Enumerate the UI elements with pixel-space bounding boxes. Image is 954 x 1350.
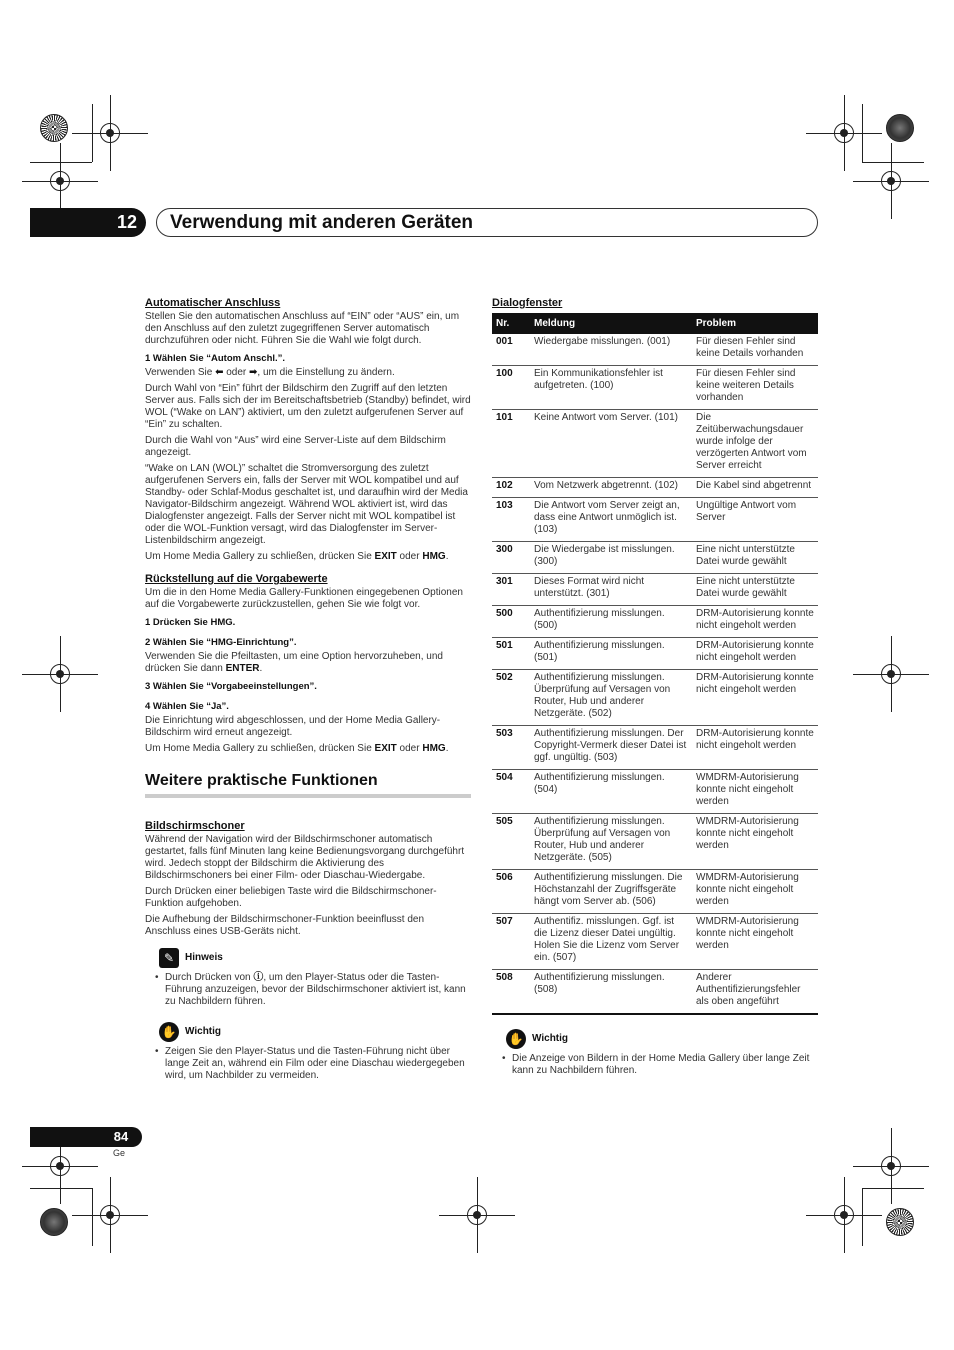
section-heading-auto: Automatischer Anschluss [145, 297, 281, 309]
trim-line [92, 1188, 93, 1246]
reset-step-2-text: Verwenden Sie die Pfeiltasten, um eine Option hervorzuheben, und drücken Sie dann ENTER. [145, 651, 443, 674]
cell-meldung: Wiedergabe misslungen. (001) [530, 334, 692, 366]
cell-problem: Für diesen Fehler sind keine weiteren Details vorhanden [692, 366, 818, 410]
cell-nr: 508 [492, 970, 530, 1015]
cell-problem: Für diesen Fehler sind keine Details vorhanden [692, 334, 818, 366]
cell-meldung: Die Antwort vom Server zeigt an, dass eine Antwort unmöglich ist. (103) [530, 498, 692, 542]
cell-problem: DRM-Autorisierung konnte nicht eingeholt werden [692, 670, 818, 726]
reset-step-3: 3 Wählen Sie “Vorgabeeinstellungen”. [145, 681, 317, 692]
table-row [492, 606, 818, 638]
cell-problem: Die Kabel sind abgetrennt [692, 478, 818, 498]
cell-nr: 503 [492, 726, 530, 770]
column-header-problem: Problem [692, 313, 818, 334]
chapter-number: 12 [116, 212, 138, 232]
cell-meldung: Authentifizierung misslungen. Die Höchstanzahl der Zugriffsgeräte hängt vom Server ab. (506) [530, 870, 692, 914]
cell-problem: WMDRM-Autorisierung konnte nicht eingeholt werden [692, 914, 818, 970]
column-header-nr: Nr. [492, 313, 530, 334]
trim-line [862, 1188, 863, 1246]
reset-step-1: 1 Drücken Sie HMG. [145, 617, 236, 628]
wichtig-label-left: Wichtig [185, 1026, 222, 1037]
registration-gray-disc-icon [886, 114, 914, 142]
cell-meldung: Die Wiedergabe ist misslungen. (300) [530, 542, 692, 574]
cell-meldung: Keine Antwort vom Server. (101) [530, 410, 692, 478]
auto-aus-text: Durch die Wahl von “Aus” wird eine Server-Liste auf dem Bildschirm angezeigt. [145, 435, 446, 458]
table-row [492, 770, 818, 814]
column-header-meldung: Meldung [530, 313, 692, 334]
auto-wol-text: “Wake on LAN (WOL)” schaltet die Stromversorgung des zuletzt aufgerufenen Servers ein, falls der Server mit WOL kompatibel und auf Standby- oder Schlaf-Modus geschaltet ist, und daraufhin wird der Media Navigator-Bildschirm angezeigt. Während WOL aktiviert ist, wird das Dialogfenster angezeigt. Falls der Server nicht mit WOL kompatibel ist oder die WOL-Funktion versagt, wird das Dialogfenster im Server-Listenbildschirm angezeigt. [145, 463, 468, 546]
cell-problem: DRM-Autorisierung konnte nicht eingeholt werden [692, 606, 818, 638]
cell-problem: DRM-Autorisierung konnte nicht eingeholt werden [692, 726, 818, 770]
section-heading-further: Weitere praktische Funktionen [145, 771, 471, 798]
table-row [492, 670, 818, 726]
cell-problem: Ungültige Antwort vom Server [692, 498, 818, 542]
table-row [492, 410, 818, 478]
arrow-right-icon: ➡ [249, 367, 258, 378]
reset-close-text: Um Home Media Gallery zu schließen, drücken Sie EXIT oder HMG. [145, 743, 449, 754]
cell-nr: 100 [492, 366, 530, 410]
table-row [492, 366, 818, 410]
cell-meldung: Authentifiz. misslungen. Ggf. ist die Lizenz dieser Datei ungültig. Holen Sie die Lizenz vom Server ein. (507) [530, 914, 692, 970]
registration-burst-icon [40, 114, 68, 142]
cell-meldung: Authentifizierung misslungen. (500) [530, 606, 692, 638]
auto-ein-text: Durch Wahl von “Ein” führt der Bildschirm den Zugriff auf den letzten Server aus. Falls sich der im Bereitschaftsbetrieb (Standby) befindet, wird WOL (“Wake on LAN”) aktiviert, um den zuletzt aufgerufenen Server auf “Ein” zu schalten. [145, 383, 471, 430]
left-column [145, 297, 471, 1086]
reset-step-4-text: Die Einrichtung wird abgeschlossen, und der Home Media Gallery-Bildschirm wird erneut angezeigt. [145, 715, 441, 738]
cell-nr: 301 [492, 574, 530, 606]
table-header-row [492, 313, 818, 334]
table-row [492, 498, 818, 542]
registration-burst-icon [886, 1208, 914, 1236]
cell-nr: 001 [492, 334, 530, 366]
saver-text-1: Während der Navigation wird der Bildschirmschoner automatisch gestartet, falls fünf Minuten lang keine Bedienungsvorgang durchgeführt wird. Jedech stoppt der Bildschirm die Aktivierung des Bildschirmschoners bei einer Film- oder Diaschau-Wiedergabe. [145, 834, 465, 881]
cell-meldung: Authentifizierung misslungen. (508) [530, 970, 692, 1015]
table-row [492, 914, 818, 970]
cell-meldung: Authentifizierung misslungen. Überprüfung auf Versagen von Router, Hub und anderer Netzgeräte. (505) [530, 814, 692, 870]
hand-stop-icon: ✋ [506, 1029, 526, 1049]
cell-meldung: Dieses Format wird nicht unterstützt. (301) [530, 574, 692, 606]
auto-step-1: 1 Wählen Sie “Autom Anschl.”. [145, 353, 286, 364]
wichtig-text-left: • Zeigen Sie den Player-Status und die Tasten-Führung nicht über lange Zeit an, während ein Film oder eine Diaschau wiedergegeben wird, um Nachbilder zu vermeiden. [155, 1046, 471, 1082]
table-row [492, 542, 818, 574]
cell-nr: 300 [492, 542, 530, 574]
wichtig-header-left [159, 1022, 471, 1042]
cell-nr: 500 [492, 606, 530, 638]
table-row [492, 574, 818, 606]
table-row [492, 638, 818, 670]
trim-line [30, 1188, 92, 1189]
trim-line [862, 104, 863, 162]
chapter-title: Verwendung mit anderen Geräten [170, 212, 474, 233]
section-heading-reset: Rückstellung auf die Vorgabewerte [145, 573, 328, 585]
hinweis-label: Hinweis [185, 952, 223, 963]
hand-stop-icon: ✋ [159, 1022, 179, 1042]
cell-nr: 506 [492, 870, 530, 914]
auto-step-1-text: Verwenden Sie ⬅ oder ➡, um die Einstellung zu ändern. [145, 367, 395, 378]
hinweis-text: • Durch Drücken von ⓘ, um den Player-Status oder die Tasten-Führung anzuzeigen, bevor der Bildschirmschoner aktiviert ist, kann zu Nachbildern führen. [155, 972, 471, 1008]
registration-gray-disc-icon [40, 1208, 68, 1236]
cell-nr: 504 [492, 770, 530, 814]
table-row [492, 970, 818, 1015]
cell-nr: 101 [492, 410, 530, 478]
wichtig-label-right: Wichtig [532, 1033, 569, 1044]
cell-problem: WMDRM-Autorisierung konnte nicht eingeholt werden [692, 770, 818, 814]
table-row [492, 726, 818, 770]
auto-intro: Stellen Sie den automatischen Anschluss auf “EIN” oder “AUS” ein, um den Anschluss auf den zuletzt zugegriffenen Server automatisch durchzuführen oder nicht. Führen Sie die Wahl wie folgt durch. [145, 311, 460, 346]
cell-nr: 103 [492, 498, 530, 542]
cell-problem: WMDRM-Autorisierung konnte nicht eingeholt werden [692, 870, 818, 914]
cell-meldung: Authentifizierung misslungen. Überprüfung auf Versagen von Router, Hub und anderer Netzgeräte. (502) [530, 670, 692, 726]
section-heading-saver: Bildschirmschoner [145, 820, 245, 832]
wichtig-text-right: • Die Anzeige von Bildern in der Home Media Gallery über lange Zeit kann zu Nachbildern führen. [502, 1053, 818, 1077]
saver-text-2: Durch Drücken einer beliebigen Taste wird die Bildschirmschoner-Funktion aufgehoben. [145, 886, 437, 909]
display-button-icon: ⓘ [253, 972, 264, 983]
cell-meldung: Authentifizierung misslungen. (501) [530, 638, 692, 670]
cell-problem: Eine nicht unterstützte Datei wurde gewählt [692, 574, 818, 606]
dialog-table [492, 313, 818, 1015]
table-row [492, 814, 818, 870]
saver-text-3: Die Aufhebung der Bildschirmschoner-Funktion beeinflusst den Anschluss eines USB-Geräts nicht. [145, 914, 425, 937]
cell-problem: Eine nicht unterstützte Datei wurde gewählt [692, 542, 818, 574]
cell-meldung: Authentifizierung misslungen. Der Copyright-Vermerk dieser Datei ist ggf. ungültig. (503) [530, 726, 692, 770]
reset-step-2: 2 Wählen Sie “HMG-Einrichtung”. [145, 637, 297, 648]
cell-nr: 102 [492, 478, 530, 498]
page-number: 84 [113, 1129, 129, 1144]
pencil-note-icon: ✎ [159, 948, 179, 968]
cell-problem: Anderer Authentifizierungsfehler als oben angeführt [692, 970, 818, 1015]
cell-meldung: Authentifizierung misslungen. (504) [530, 770, 692, 814]
arrow-left-icon: ⬅ [215, 367, 224, 378]
hinweis-header [159, 948, 471, 968]
cell-problem: WMDRM-Autorisierung konnte nicht eingeholt werden [692, 814, 818, 870]
cell-meldung: Ein Kommunikationsfehler ist aufgetreten. (100) [530, 366, 692, 410]
page-language: Ge [113, 1148, 126, 1158]
section-heading-dialog: Dialogfenster [492, 297, 563, 309]
cell-nr: 507 [492, 914, 530, 970]
cell-problem: DRM-Autorisierung konnte nicht eingeholt werden [692, 638, 818, 670]
table-row [492, 870, 818, 914]
trim-line [30, 162, 92, 163]
table-row [492, 478, 818, 498]
trim-line [862, 162, 924, 163]
cell-nr: 505 [492, 814, 530, 870]
trim-line [92, 104, 93, 162]
wichtig-header-right [506, 1029, 818, 1049]
right-column [492, 297, 818, 1081]
reset-step-4: 4 Wählen Sie “Ja”. [145, 701, 229, 712]
trim-line [862, 1188, 924, 1189]
cell-problem: Die Zeitüberwachungsdauer wurde infolge der verzögerten Antwort vom Server erreicht [692, 410, 818, 478]
table-row [492, 334, 818, 366]
cell-nr: 501 [492, 638, 530, 670]
cell-nr: 502 [492, 670, 530, 726]
auto-close-text: Um Home Media Gallery zu schließen, drücken Sie EXIT oder HMG. [145, 551, 449, 562]
cell-meldung: Vom Netzwerk abgetrennt. (102) [530, 478, 692, 498]
reset-intro: Um die in den Home Media Gallery-Funktionen eingegebenen Optionen auf die Vorgabewerte zurückzustellen, gehen Sie wie folgt vor. [145, 587, 463, 610]
